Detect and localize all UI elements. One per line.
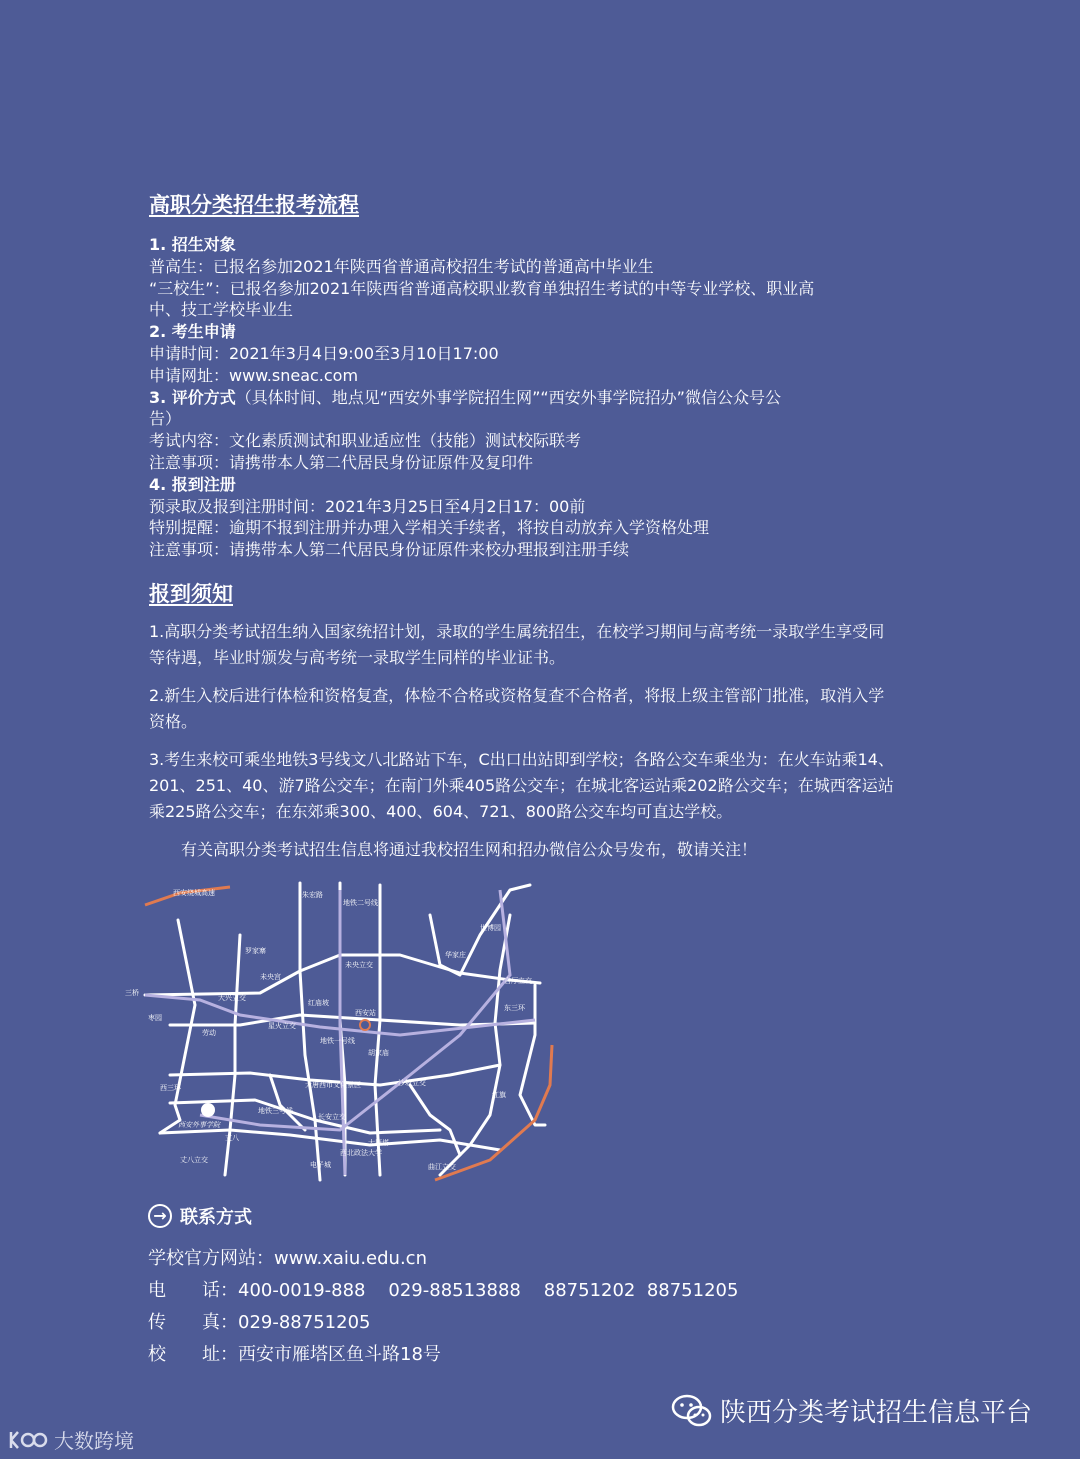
- watermark-logo-icon: [8, 1428, 48, 1452]
- section-4-line: 注意事项：请携带本人第二代居民身份证原件来校办理报到注册手续: [149, 540, 630, 560]
- section-2-line: 申请时间：2021年3月4日9:00至3月10日17:00: [149, 343, 499, 363]
- address-label: 校 址：: [148, 1344, 238, 1365]
- notice-line: 等待遇，毕业时颁发与高考统一录取学生同样的毕业证书。: [149, 647, 566, 667]
- map-label: 劳动: [202, 1029, 216, 1037]
- map-label: 地铁三号线: [258, 1107, 293, 1115]
- notice-paragraph-2: [149, 683, 909, 735]
- map-label: 地铁二号线: [343, 899, 378, 907]
- map-label: 丈八立交: [180, 1156, 208, 1164]
- brand-name: 陕西分类考试招生信息平台: [720, 1398, 1033, 1428]
- map-label: 西北政法大学: [340, 1149, 382, 1157]
- map-label: 大雁塔: [368, 1139, 389, 1147]
- contact-header: [148, 1203, 738, 1229]
- map-label: 大唐西市文化景区: [305, 1081, 361, 1089]
- map-label: 西安绕城高速: [173, 889, 215, 897]
- map-label: 红旗: [492, 1091, 506, 1099]
- section-4-line: 特别提醒：逾期不报到注册并办理入学相关手续者，将按自动放弃入学资格处理: [149, 518, 710, 538]
- fax-label: 传 真：: [148, 1312, 238, 1333]
- process-title: 高职分类招生报考流程: [149, 193, 359, 217]
- map-label: 长安立交: [318, 1113, 346, 1121]
- section-1-line: 普高生：已报名参加2021年陕西省普通高校招生考试的普通高中毕业生: [149, 256, 654, 276]
- closing-note: 有关高职分类考试招生信息将通过我校招生网和招办微信公众号发布，敬请关注！: [181, 839, 758, 859]
- map-label: 三桥: [125, 989, 139, 997]
- section-3-line: 考试内容：文化素质测试和职业适应性（技能）测试校际联考: [149, 431, 582, 451]
- notice-title: 报到须知: [149, 581, 233, 606]
- section-1-line: 中、技工学校毕业生: [149, 300, 294, 320]
- map-label: 官厅立交: [504, 977, 532, 985]
- section-3-line: 注意事项：请携带本人第二代居民身份证原件及复印件: [149, 452, 534, 472]
- notice-line: 201、251、40、游7路公交车；在南门外乘405路公交车；在城北客运站乘202路公交车；在城西客运站: [149, 775, 894, 795]
- notice-line: 资格。: [149, 711, 198, 731]
- school-logo-icon: [201, 1103, 215, 1117]
- map-label: 胡家庙: [368, 1049, 389, 1057]
- map-label: 星火立交: [268, 1022, 296, 1030]
- map-label: 华家庄: [445, 951, 466, 959]
- map-label: 丈八: [225, 1134, 239, 1142]
- notice-line: 1.高职分类考试招生纳入国家统招计划，录取的学生属统招生，在校学习期间与高考统一录取学生享受同: [149, 621, 885, 641]
- section-3-heading: [149, 387, 909, 409]
- map-label: 枣园: [148, 1014, 162, 1022]
- map-label: 红庙坡: [308, 999, 329, 1007]
- map-label: 世博园: [480, 924, 501, 932]
- contact-phone: [148, 1275, 738, 1307]
- contact-address: [148, 1339, 738, 1371]
- section-3-heading-rest: （具体时间、地点见“西安外事学院招生网”“西安外事学院招办”微信公众号公: [235, 387, 781, 407]
- section-1-heading: 1. 招生对象: [149, 235, 236, 254]
- map-label: 大兴立交: [218, 994, 246, 1002]
- website-label: 学校官方网站：: [148, 1248, 274, 1269]
- main-content: [149, 190, 909, 863]
- address-value: 西安市雁塔区鱼斗路18号: [238, 1344, 441, 1365]
- map-label: 罗家寨: [245, 947, 266, 955]
- wechat-icon: [672, 1394, 712, 1428]
- phone-label: 电 话：: [148, 1280, 238, 1301]
- section-4-line: 预录取及报到注册时间：2021年3月25日至4月2日17：00前: [149, 496, 586, 516]
- section-2-line: 申请网址：www.sneac.com: [149, 365, 359, 385]
- watermark: [8, 1425, 134, 1454]
- contact-website: [148, 1243, 738, 1275]
- contact-title: 联系方式: [180, 1207, 252, 1228]
- map-label: 未央立交: [345, 961, 373, 969]
- wechat-account-brand: [672, 1392, 1032, 1429]
- notice-line: 乘225路公交车；在东郊乘300、400、604、721、800路公交车均可直达学校。: [149, 801, 733, 821]
- section-3-heading-bold: 3. 评价方式: [149, 387, 236, 407]
- route-map: [125, 875, 560, 1190]
- map-label: 朱宏路: [302, 891, 323, 899]
- map-label: 曲江立交: [428, 1163, 456, 1171]
- contact-fax: [148, 1307, 738, 1339]
- map-label: 沙坡立交: [398, 1079, 426, 1087]
- map-label: 地铁一号线: [320, 1037, 355, 1045]
- notice-paragraph-3: [149, 747, 909, 825]
- section-1-line: “三校生”：已报名参加2021年陕西省普通高校职业教育单独招生考试的中等专业学校、职业高: [149, 278, 815, 298]
- contact-section: [148, 1203, 738, 1371]
- xian-station-marker: [360, 1020, 370, 1030]
- map-school-label: 西安外事学院: [178, 1121, 220, 1129]
- map-label: 西三环: [160, 1084, 181, 1092]
- fax-value: 029-88751205: [238, 1312, 371, 1333]
- section-2-heading: 2. 考生申请: [149, 322, 236, 342]
- map-label: 东三环: [504, 1004, 525, 1012]
- map-label: 电子城: [310, 1161, 331, 1169]
- website-link[interactable]: www.xaiu.edu.cn: [274, 1248, 427, 1269]
- map-label: 未央宫: [260, 973, 281, 981]
- map-label: 西安站: [355, 1009, 376, 1017]
- phone-value: 400-0019-888 029-88513888 88751202 88751205: [238, 1280, 739, 1301]
- section-4-heading: 4. 报到注册: [149, 474, 236, 494]
- arrow-right-circle-icon: →: [148, 1204, 172, 1228]
- notice-line: 3.考生来校可乘坐地铁3号线文八北路站下车，C出口出站即到学校；各路公交车乘坐为：在火车站乘14、: [149, 749, 894, 769]
- notice-line: 2.新生入校后进行体检和资格复查，体检不合格或资格复查不合格者，将报上级主管部门批准，取消入学: [149, 685, 885, 705]
- notice-paragraph-1: [149, 619, 909, 671]
- section-3-line: 告）: [149, 409, 182, 429]
- watermark-text: 大数跨境: [54, 1429, 134, 1453]
